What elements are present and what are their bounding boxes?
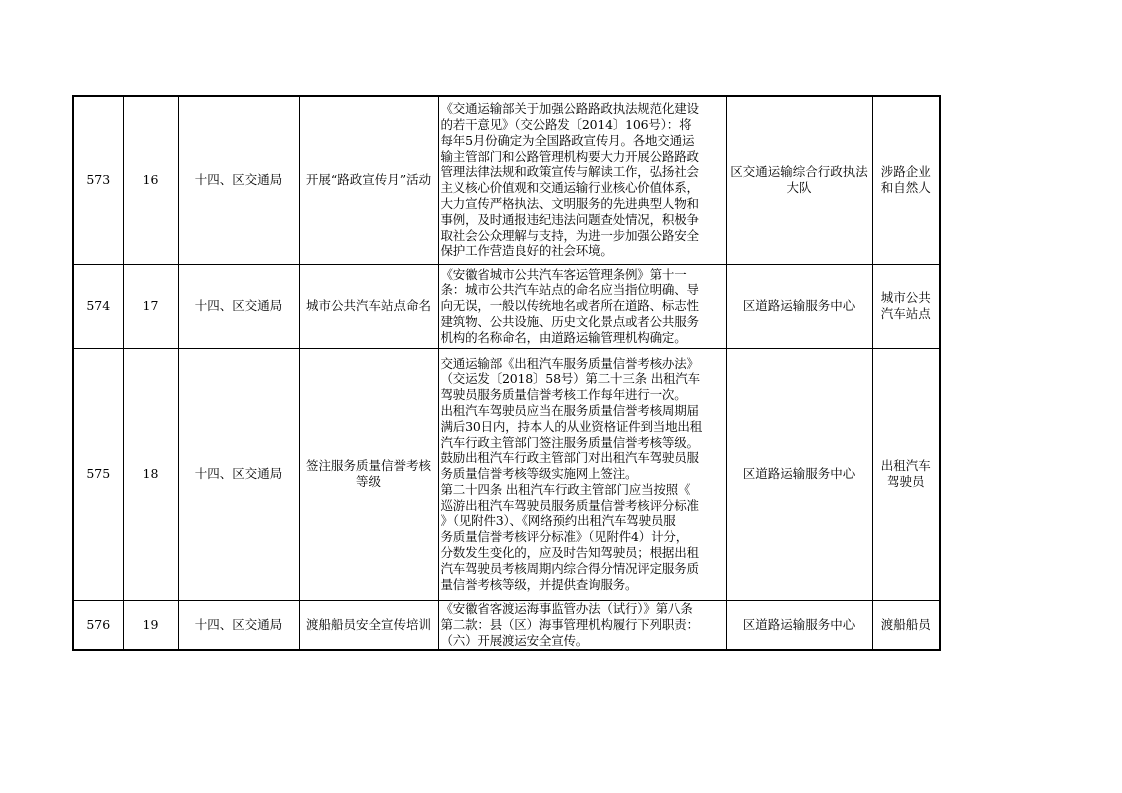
basis-line: 分数发生变化的，应及时告知驾驶员；根据出租 [440, 545, 699, 561]
item-name-cell: 城市公共汽车站点命名 [299, 264, 438, 348]
sub-number: 19 [123, 600, 178, 650]
basis-line: （六）开展渡运安全宣传。 [440, 632, 589, 648]
basis-line: 鼓励出租汽车行政主管部门对出租汽车驾驶员服 [440, 450, 699, 466]
sub-number: 17 [123, 264, 178, 348]
department-cell: 十四、区交通局 [178, 96, 299, 264]
basis-line: 大力宣传严格执法、文明服务的先进典型人物和 [440, 196, 699, 212]
service-table [72, 95, 941, 651]
department-cell: 十四、区交通局 [178, 600, 299, 650]
item-name-cell: 渡船船员安全宣传培训 [299, 600, 438, 650]
basis-line: （交运发〔2018〕58号）第二十三条 出租汽车 [440, 371, 700, 387]
basis-line: 事例，及时通报违纪违法问题查处情况，积极争 [440, 211, 699, 227]
basis-line: 机构的名称命名，由道路运输管理机构确定。 [440, 329, 687, 345]
row-number: 573 [73, 96, 123, 264]
basis-line: 管理法律法规和政策宣传与解读工作，弘扬社会 [440, 164, 699, 180]
basis-line: 主义核心价值观和交通运输行业核心价值体系， [440, 180, 699, 196]
basis-line: 输主管部门和公路管理机构要大力开展公路路政 [440, 148, 699, 164]
basis-line: 每年5月份确定为全国路政宣传月。各地交通运 [440, 132, 695, 148]
basis-line: 《安徽省城市公共汽车客运管理条例》第十一 [440, 266, 687, 282]
basis-line: 保护工作营造良好的社会环境。 [440, 243, 613, 259]
service-target-cell: 城市公共汽车站点 [872, 264, 940, 348]
legal-basis-cell [438, 264, 726, 348]
basis-line: 交通运输部《出租汽车服务质量信誉考核办法》 [440, 355, 699, 371]
basis-line: 《安徽省客渡运海事监管办法（试行）》第八条 [440, 601, 693, 617]
basis-line: 汽车驾驶员考核周期内综合得分情况评定服务质 [440, 560, 699, 576]
basis-line: 量信誉考核等级，并提供查询服务。 [440, 576, 638, 592]
responsible-unit-cell: 区道路运输服务中心 [726, 348, 872, 600]
department-cell: 十四、区交通局 [178, 264, 299, 348]
service-target-cell: 渡船船员 [872, 600, 940, 650]
table-row [73, 348, 940, 600]
department-cell: 十四、区交通局 [178, 348, 299, 600]
responsible-unit-cell: 区道路运输服务中心 [726, 264, 872, 348]
basis-line: 第二款：县（区）海事管理机构履行下列职责： [440, 616, 699, 632]
basis-line: 汽车行政主管部门签注服务质量信誉考核等级。 [440, 434, 699, 450]
sub-number: 18 [123, 348, 178, 600]
table-row [73, 264, 940, 348]
basis-line: 《交通运输部关于加强公路路政执法规范化建设 [440, 101, 699, 117]
table-row [73, 600, 940, 650]
row-number: 576 [73, 600, 123, 650]
basis-line: 的若干意见》（交公路发〔2014〕106号）：将 [440, 117, 692, 133]
legal-basis-cell [438, 96, 726, 264]
basis-line: 出租汽车驾驶员应当在服务质量信誉考核周期届 [440, 402, 699, 418]
service-target-cell: 涉路企业和自然人 [872, 96, 940, 264]
basis-line: 建筑物、公共设施、历史文化景点或者公共服务 [440, 313, 699, 329]
responsible-unit-cell: 区交通运输综合行政执法大队 [726, 96, 872, 264]
basis-line: 驾驶员服务质量信誉考核工作每年进行一次。 [440, 387, 687, 403]
legal-basis-cell [438, 348, 726, 600]
service-target-cell: 出租汽车驾驶员 [872, 348, 940, 600]
basis-line: 取社会公众理解与支持，为进一步加强公路安全 [440, 227, 699, 243]
basis-line: 条：城市公共汽车站点的命名应当指位明确、导 [440, 282, 699, 298]
row-number: 574 [73, 264, 123, 348]
sub-number: 16 [123, 96, 178, 264]
basis-line: 巡游出租汽车驾驶员服务质量信誉考核评分标准 [440, 497, 699, 513]
table-row [73, 96, 940, 264]
row-number: 575 [73, 348, 123, 600]
basis-line: 》（见附件3）、《网络预约出租汽车驾驶员服 [440, 513, 676, 529]
basis-line: 第二十四条 出租汽车行政主管部门应当按照《 [440, 481, 691, 497]
basis-line: 务质量信誉考核等级实施网上签注。 [440, 466, 638, 482]
basis-line: 务质量信誉考核评分标准》（见附件4）计分， [440, 529, 689, 545]
item-name-cell: 签注服务质量信誉考核等级 [299, 348, 438, 600]
basis-line: 满后30日内，持本人的从业资格证件到当地出租 [440, 418, 703, 434]
basis-line: 向无误，一般以传统地名或者所在道路、标志性 [440, 298, 699, 314]
responsible-unit-cell: 区道路运输服务中心 [726, 600, 872, 650]
legal-basis-cell [438, 600, 726, 650]
item-name-cell: 开展“路政宣传月”活动 [299, 96, 438, 264]
